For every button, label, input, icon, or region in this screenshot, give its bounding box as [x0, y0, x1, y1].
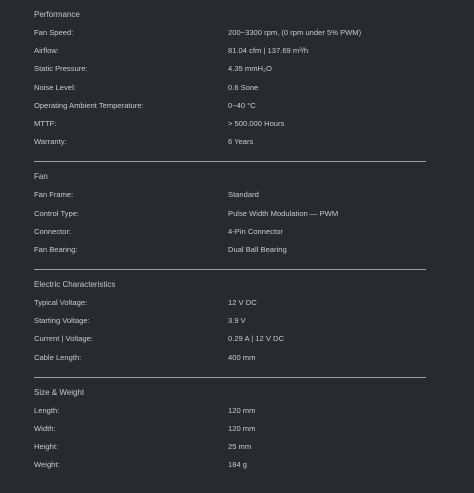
- section-title: Size & Weight: [34, 387, 85, 397]
- section-divider: [34, 161, 426, 162]
- section-divider: [34, 269, 426, 270]
- spec-row-current-voltage: [34, 330, 426, 348]
- section-title: Fan: [34, 172, 48, 182]
- spec-label: Typical Voltage:: [34, 298, 88, 308]
- spec-value: 3.9 V: [228, 316, 246, 326]
- spec-value: 12 V DC: [228, 298, 257, 308]
- spec-row-length: [34, 402, 426, 420]
- spec-value: 200~3300 rpm, (0 rpm under 5% PWM): [228, 28, 362, 37]
- spec-label: Width:: [34, 424, 56, 433]
- spec-row-fan-frame: [34, 186, 426, 204]
- spec-value: 400 mm: [228, 352, 256, 362]
- spec-row-control-type: [34, 205, 426, 223]
- spec-label: Height:: [34, 442, 59, 452]
- section-performance: [34, 6, 426, 151]
- spec-value: 25 mm: [228, 442, 252, 452]
- spec-row-weight: [34, 456, 426, 474]
- spec-label: Warranty:: [34, 137, 67, 147]
- spec-label: Cable Length:: [34, 352, 82, 362]
- spec-row-height: [34, 438, 426, 456]
- spec-row-fan-speed: [34, 24, 426, 42]
- spec-value: Standard: [228, 190, 259, 200]
- spec-row-airflow: [34, 42, 426, 60]
- spec-value: 0.29 A | 12 V DC: [228, 334, 285, 344]
- spec-row-width: [34, 420, 426, 438]
- spec-label: Fan Bearing:: [34, 244, 78, 254]
- spec-row-connector: [34, 223, 426, 241]
- spec-row-warranty: [34, 133, 426, 151]
- spec-row-typical-voltage: [34, 294, 426, 312]
- spec-row-fan-bearing: [34, 241, 426, 259]
- section-title: Performance: [34, 10, 80, 19]
- spec-value: 120 mm: [228, 405, 256, 415]
- section-fan: [34, 168, 426, 259]
- spec-row-cable-length: [34, 349, 426, 367]
- spec-value: 81.04 cfm | 137.69 m³/h: [228, 46, 309, 56]
- spec-label: Length:: [34, 405, 60, 415]
- spec-row-operating-temperature: [34, 97, 426, 115]
- spec-label: Airflow:: [34, 46, 59, 56]
- spec-table: [34, 6, 426, 475]
- spec-label: Noise Level:: [34, 82, 76, 92]
- spec-label: Operating Ambient Temperature:: [34, 100, 144, 110]
- spec-value: 120 mm: [228, 424, 256, 433]
- spec-value: > 500.000 Hours: [228, 118, 285, 128]
- spec-label: MTTF:: [34, 118, 57, 128]
- spec-row-noise-level: [34, 79, 426, 97]
- spec-value: 4.35 mmH₂O: [228, 64, 272, 74]
- spec-value: 6 Years: [228, 137, 254, 147]
- spec-label: Static Pressure:: [34, 64, 88, 74]
- spec-value: 4-Pin Connector: [228, 226, 283, 236]
- spec-value: 0~40 °C: [228, 100, 256, 110]
- spec-value: 184 g: [228, 460, 248, 470]
- section-title: Electric Characteristics: [34, 280, 116, 290]
- spec-row-mttf: [34, 115, 426, 133]
- section-divider: [34, 377, 426, 378]
- spec-value: Dual Ball Bearing: [228, 244, 287, 254]
- spec-value: Pulse Width Modulation — PWM: [228, 208, 339, 218]
- spec-label: Weight:: [34, 460, 60, 470]
- spec-row-static-pressure: [34, 60, 426, 78]
- spec-label: Current | Voltage:: [34, 334, 93, 344]
- spec-label: Starting Voltage:: [34, 316, 90, 326]
- section-electric-characteristics: [34, 276, 426, 367]
- spec-value: 0.6 Sone: [228, 82, 259, 92]
- spec-label: Fan Speed:: [34, 28, 74, 37]
- spec-label: Fan Frame:: [34, 190, 74, 200]
- spec-label: Connector:: [34, 226, 72, 236]
- section-size-weight: [34, 384, 426, 475]
- spec-row-starting-voltage: [34, 312, 426, 330]
- spec-label: Control Type:: [34, 208, 80, 218]
